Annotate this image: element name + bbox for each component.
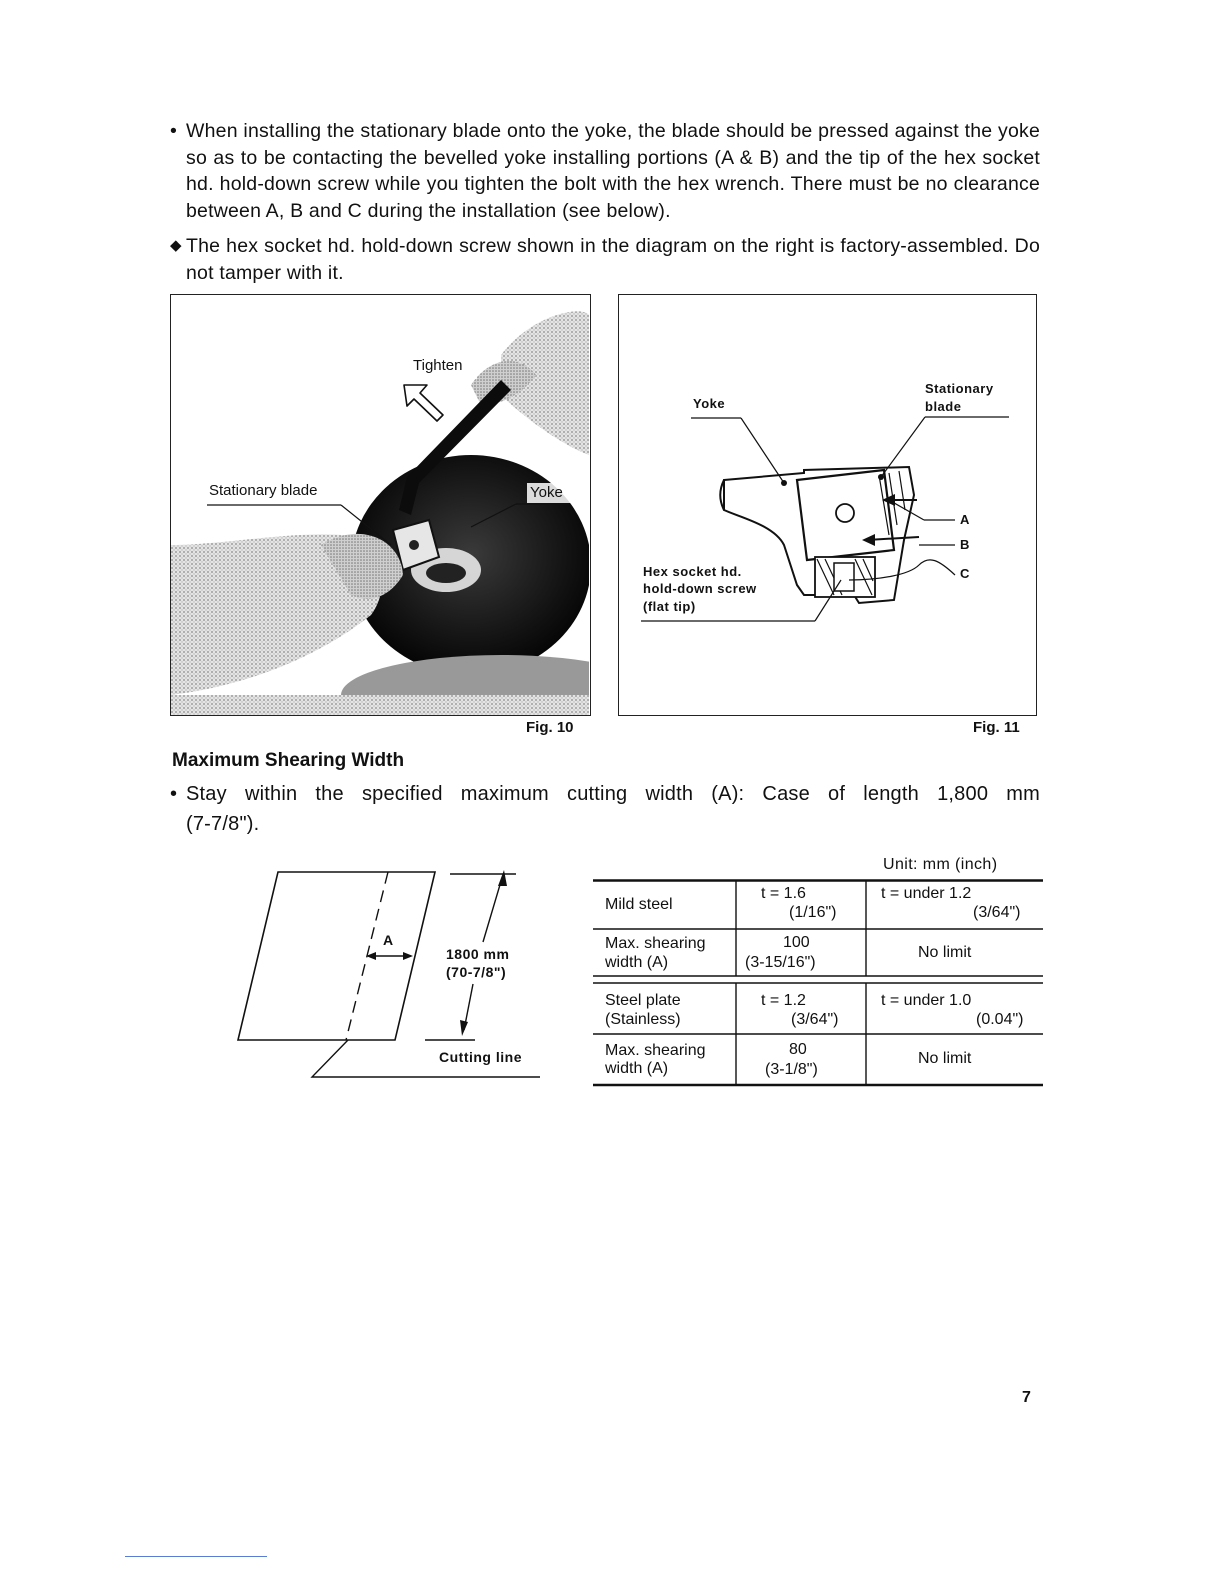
section-heading: Maximum Shearing Width (172, 750, 405, 771)
cell-mild-t-inch: (1/16") (789, 904, 837, 921)
cell-width-a-2: width (A) (605, 1060, 669, 1077)
fig10-label-tighten: Tighten (413, 357, 463, 374)
unit-label: Unit: mm (inch) (883, 856, 998, 873)
instruction-text-1: When installing the stationary blade onto the yoke, the blade should be pressed against the yoke so as to be contacting the bevelled yoke installing portions (A & B) and the tip of the hex socket hd. hold-down screw while you tighten the bolt with the hex wrench. There must be no clearance between A, B and C during the installation (see below). (186, 120, 1040, 222)
fig11-label-blade: blade (925, 399, 962, 414)
fig11-label-b: B (960, 537, 970, 552)
fig11-diagram (618, 294, 1037, 716)
cell-mild-t: t = 1.6 (761, 885, 806, 902)
fig11-label-a: A (960, 512, 970, 527)
sheet-length-inch: (70-7/8") (446, 964, 507, 980)
instruction-paragraph-2 (170, 233, 1040, 286)
cell-no-limit-1: No limit (918, 944, 972, 961)
fig11-label-stationary: Stationary (925, 381, 994, 396)
fig11-blade-diagram (619, 295, 1035, 715)
cell-max-shearing-2: Max. shearing (605, 1042, 706, 1059)
sheet-cutting-line-label: Cutting line (439, 1049, 522, 1065)
page-number: 7 (1022, 1389, 1031, 1406)
spec-table (593, 879, 1043, 1087)
bullet-mark-3: • (170, 783, 178, 805)
cell-stainless-max-width: 80 (789, 1041, 807, 1058)
cell-steel-plate: Steel plate (605, 992, 681, 1009)
cell-stainless-max-width-inch: (3-1/8") (765, 1061, 818, 1078)
fig11-caption: Fig. 11 (973, 719, 1020, 736)
footer-divider (125, 1556, 267, 1557)
instruction-paragraph-1 (170, 118, 1040, 224)
cell-mild-steel: Mild steel (605, 896, 673, 913)
diamond-bullet-mark: ◆ (170, 237, 182, 254)
cell-mild-max-width-inch: (3-15/16") (745, 954, 816, 971)
bullet-mark: • (170, 120, 178, 142)
fig10-photo (170, 294, 591, 716)
cell-stainless-under: t = under 1.0 (881, 992, 972, 1009)
cell-width-a-1: width (A) (605, 954, 669, 971)
fig10-label-stationary-blade: Stationary blade (209, 482, 318, 499)
sheet-cutting-diagram (230, 862, 550, 1082)
sheet-length-mm: 1800 mm (446, 946, 510, 962)
sheet-label-a: A (383, 932, 394, 948)
fig11-label-hex-1: Hex socket hd. (643, 564, 742, 579)
fig10-caption: Fig. 10 (526, 719, 574, 736)
cell-stainless-under-inch: (0.04") (976, 1011, 1024, 1028)
max-width-paragraph (170, 779, 1040, 839)
cell-no-limit-2: No limit (918, 1050, 972, 1067)
fig10-label-yoke: Yoke (530, 484, 563, 501)
fig11-label-hex-3: (flat tip) (643, 599, 696, 614)
fig11-label-yoke: Yoke (693, 396, 726, 411)
fig11-label-c: C (960, 566, 970, 581)
fig10-photo-illustration (171, 295, 589, 715)
cell-stainless-t: t = 1.2 (761, 992, 806, 1009)
cell-stainless: (Stainless) (605, 1011, 681, 1028)
instruction-text-2: The hex socket hd. hold-down screw shown in the diagram on the right is factory-assembled. Do not tamper with it. (186, 235, 1040, 284)
max-width-line-2: (7-7/8"). (186, 813, 260, 835)
cell-mild-under: t = under 1.2 (881, 885, 972, 902)
max-width-line-1: Stay within the specified maximum cutting width (A): Case of length 1,800 mm (186, 783, 1040, 805)
cell-mild-under-inch: (3/64") (973, 904, 1021, 921)
cell-mild-max-width: 100 (783, 934, 810, 951)
cell-stainless-t-inch: (3/64") (791, 1011, 839, 1028)
fig11-label-hex-2: hold-down screw (643, 581, 757, 596)
cell-max-shearing-1: Max. shearing (605, 935, 706, 952)
